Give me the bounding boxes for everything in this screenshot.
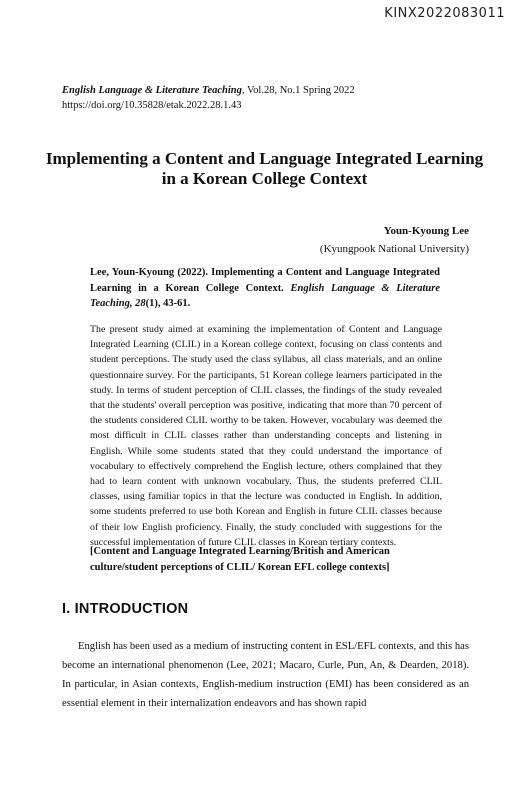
keywords: [Content and Language Integrated Learning/British and American culture/student perceptions of CLIL/ Korean EFL college contexts] — [90, 546, 390, 573]
author-affiliation: (Kyungpook National University) — [319, 243, 469, 255]
citation-prefix: Lee, Youn-Kyoung (2022). Implementing a Content and Language Integrated Learning in a Korean College Context. — [90, 267, 440, 294]
paper-title: Implementing a Content and Language Integrated Learning in a Korean College Context — [45, 149, 484, 188]
citation — [90, 265, 440, 312]
author-block — [320, 222, 469, 258]
author-name: Youn-Kyoung Lee — [383, 225, 469, 237]
journal-header — [62, 83, 482, 113]
section-heading: I. INTRODUCTION — [62, 601, 189, 617]
citation-journal: English Language & Literature Teaching, 28 — [90, 282, 440, 309]
abstract: The present study aimed at examining the implementation of Content and Language Integrated Learning (CLIL) in a Korean college context, focusing on class contents and student perceptions. The study used the class syllabus, all class materials, and an online questionnaire survey. For the participants, 51 Korean college learners participated in the study. In terms of student perception of CLIL classes, the findings of the study revealed that the students' overall perception was positive, indicating that more than 70 percent of the students considered CLIL worthy to be taken. However, vocabulary was deemed the most difficult in CLIL classes rather than understanding concepts and listening in English. While some students stated that they could understand the importance of vocabulary to effectively comprehend the English lecture, others complained that they had to learn content with unknown vocabulary. Thus, the students preferred CLIL classes, using familiar topics in that the lecture was conducted in English. In addition, some students preferred to use both Korean and English in future CLIL classes because of their low English proficiency. Finally, the study concluded with suggestions for the successful implementation of future CLIL classes in Korean tertiary contexts. — [90, 324, 442, 548]
intro-paragraph: English has been used as a medium of instructing content in ESL/EFL contexts, and this has become an international phenomenon (Lee, 2021; Macaro, Curle, Pun, An, & Dearden, 2018). In particular, in Asian contexts, English-medium instruction (EMI) has been considered as an essential element in their internalization endeavors and has shown rapid — [62, 641, 469, 709]
journal-issue: , Vol.28, No.1 Spring 2022 — [241, 85, 355, 96]
citation-suffix: (1), 43-61. — [145, 298, 191, 309]
document-id: KINX2022083011 — [384, 6, 505, 21]
journal-info — [62, 83, 482, 98]
journal-name: English Language & Literature Teaching — [62, 85, 242, 96]
journal-doi: https://doi.org/10.35828/etak.2022.28.1.43 — [62, 100, 242, 111]
